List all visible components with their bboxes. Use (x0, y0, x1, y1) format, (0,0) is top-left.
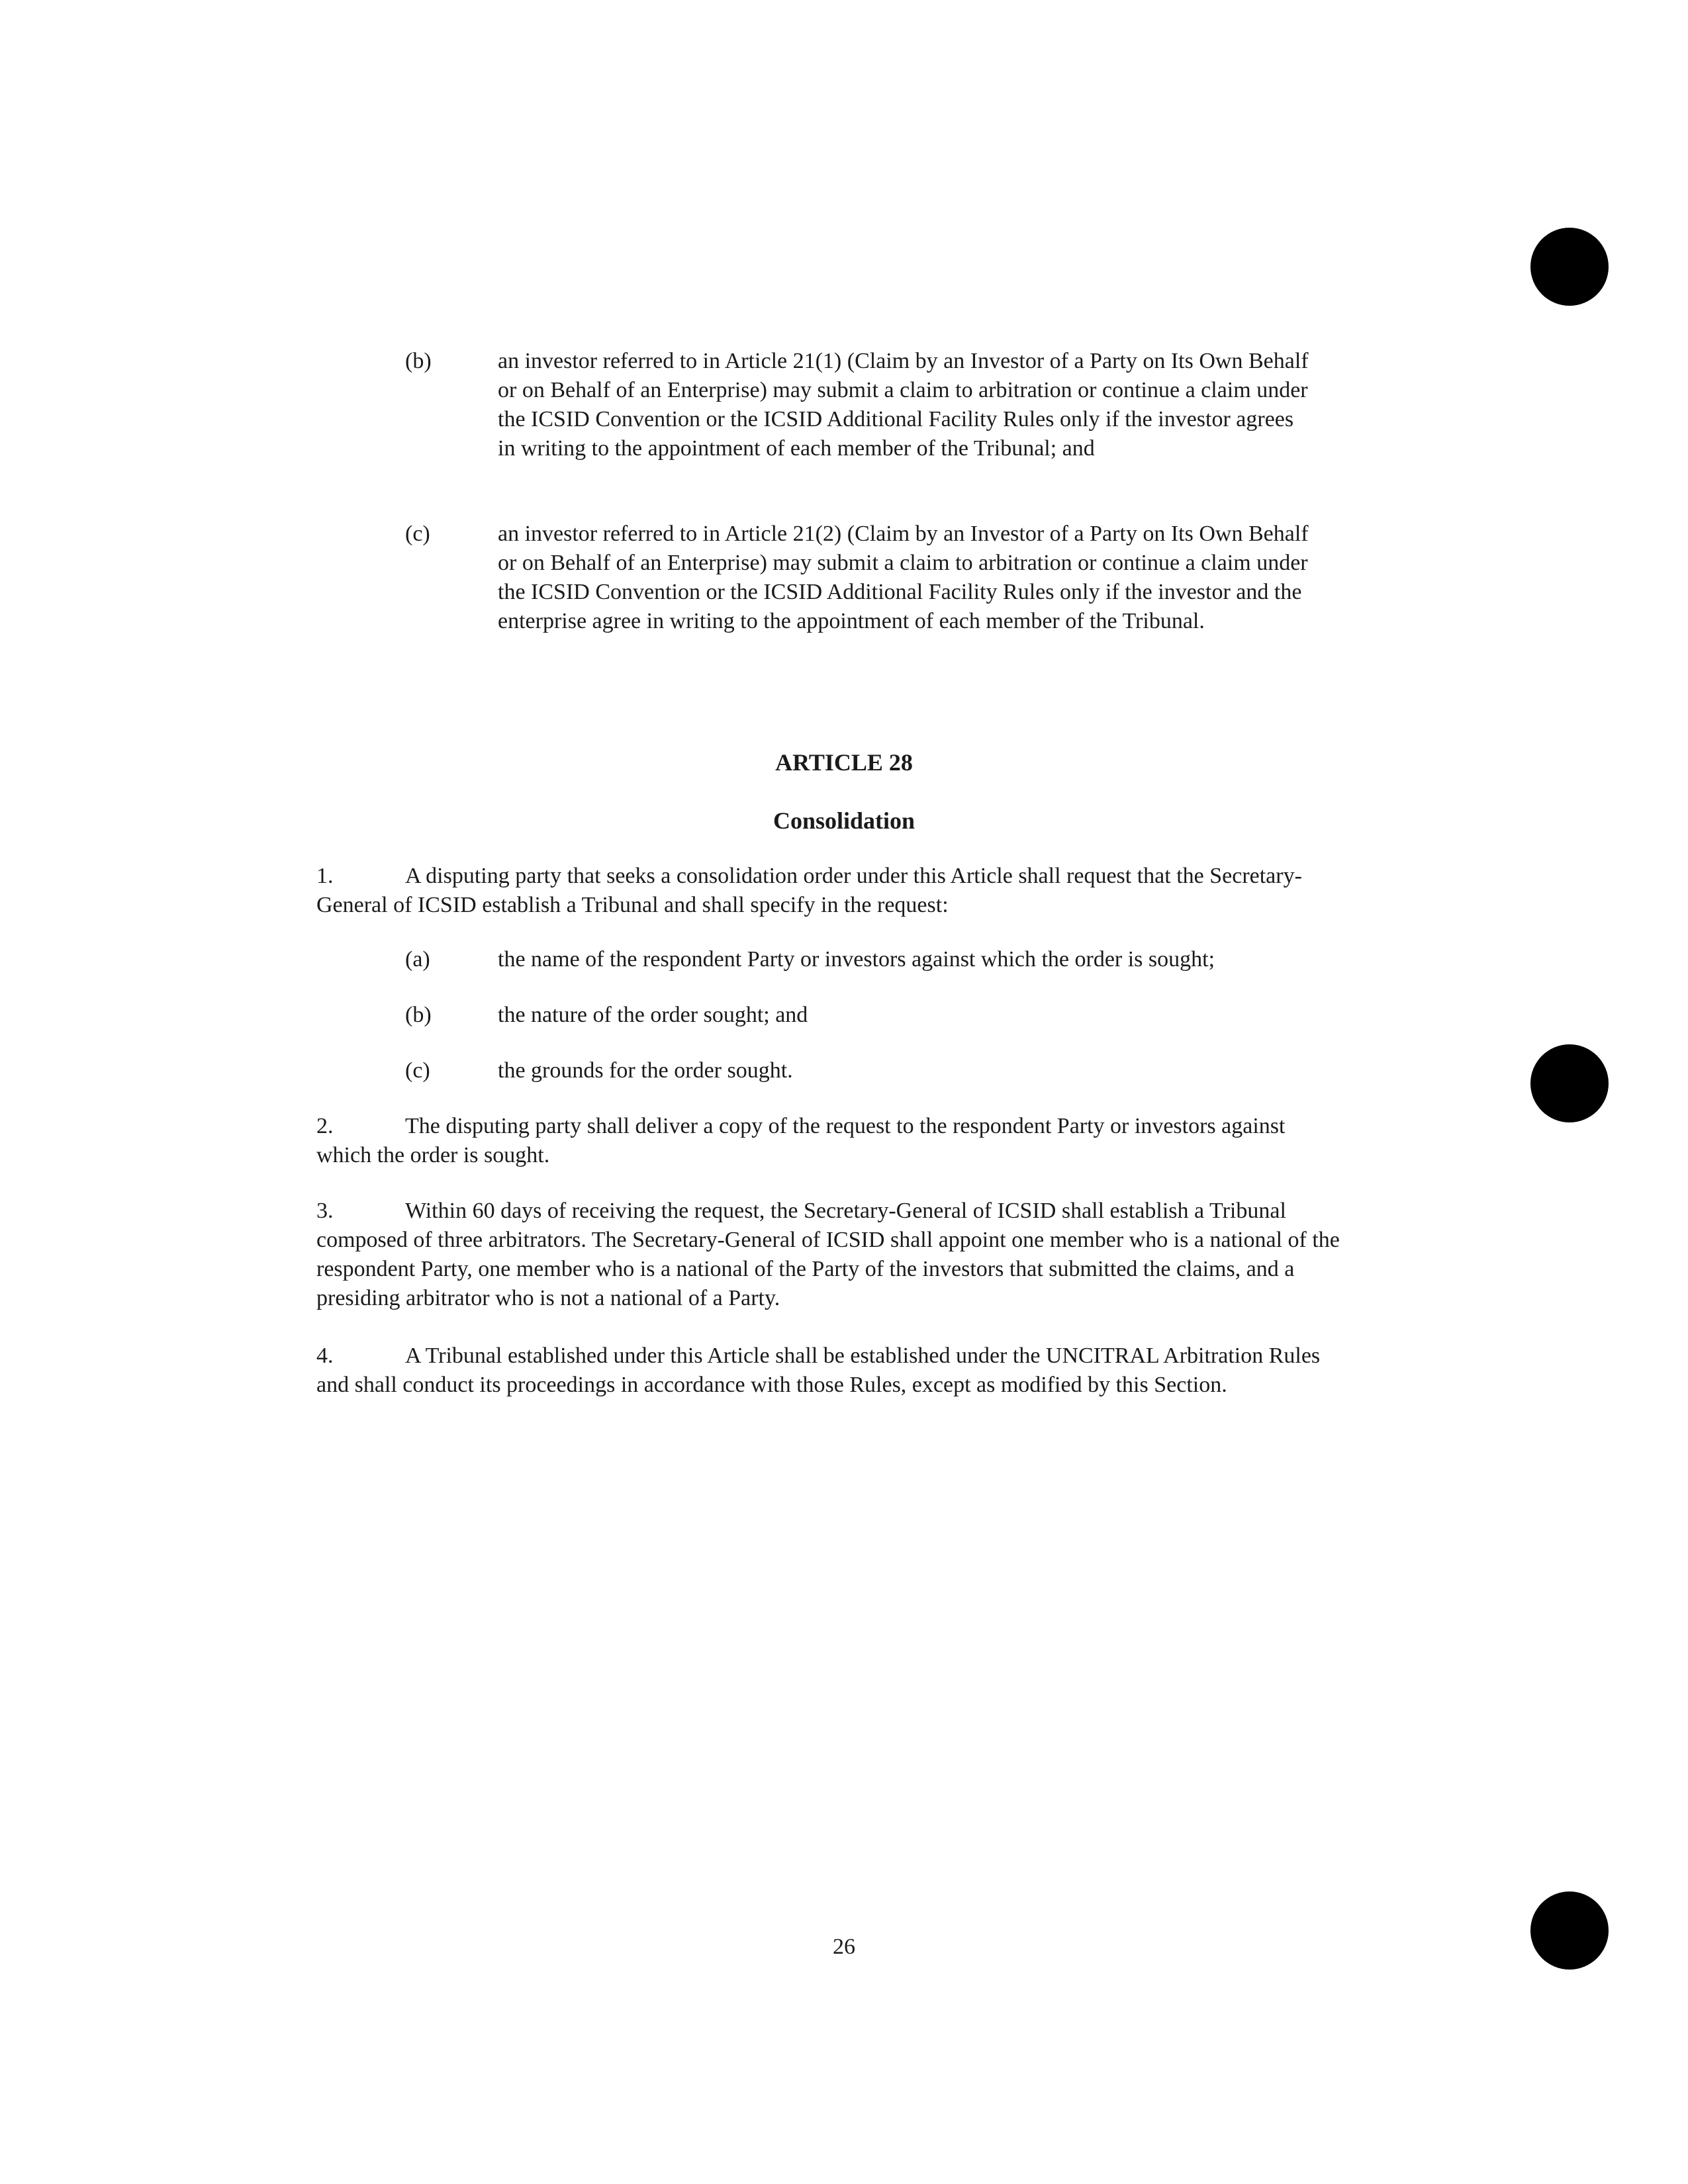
list-item (405, 347, 1332, 499)
binder-hole (1530, 228, 1609, 306)
paragraph (316, 1197, 1342, 1313)
list-item-text: the name of the respondent Party or investors against which the order is sought; (498, 947, 1215, 972)
list-item-text: an investor referred to in Article 21(2) (Claim by an Investor of a Party on Its Own Behalf or on Behalf of an Enterprise) may submit a claim to arbitration or continue a claim under the ICSID Convention or the ICSID Additional Facility Rules only if the investor and the enterprise agree in writing to the appointment of each member of the Tribunal. (498, 522, 1309, 633)
list-marker: (b) (405, 1003, 432, 1027)
list-item (405, 1001, 1398, 1034)
list-marker: (c) (405, 1058, 430, 1083)
list-marker: (a) (405, 947, 430, 972)
list-marker: (c) (405, 522, 430, 546)
paragraph (316, 862, 1342, 920)
paragraph-number: 3. (316, 1199, 334, 1223)
paragraph (316, 1342, 1342, 1400)
paragraph (316, 1112, 1342, 1170)
article-title: ARTICLE 28 (775, 749, 913, 776)
paragraph-text: A disputing party that seeks a consolidation order under this Article shall request that the Secretary-General of ICSID establish a Tribunal and shall specify in the request: (316, 864, 1302, 917)
list-item-text: an investor referred to in Article 21(1) (Claim by an Investor of a Party on Its Own Behalf or on Behalf of an Enterprise) may submit a claim to arbitration or continue a claim under the ICSID Convention or the ICSID Additional Facility Rules only if the investor agrees in writing to the appointment of each member of the Tribunal; and (498, 349, 1309, 461)
list-item (405, 945, 1398, 978)
list-item-text: the nature of the order sought; and (498, 1003, 808, 1027)
paragraph-text: The disputing party shall deliver a copy of the request to the respondent Party or investors against which the order is sought. (316, 1114, 1286, 1167)
paragraph-text: Within 60 days of receiving the request, the Secretary-General of ICSID shall establish a Tribunal composed of three arbitrators. The Secretary-General of ICSID shall appoint one member who is a national of the respondent Party, one member who is a national of the Party of the investors that submitted the claims, and a presiding arbitrator who is not a national of a Party. (316, 1199, 1340, 1310)
binder-hole (1530, 1044, 1609, 1122)
paragraph-number: 4. (316, 1343, 334, 1368)
article-subtitle: Consolidation (773, 807, 915, 834)
list-marker: (b) (405, 349, 432, 373)
paragraph-text: A Tribunal established under this Article shall be established under the UNCITRAL Arbitration Rules and shall conduct its proceedings in accordance with those Rules, except as modified by this Section. (316, 1343, 1321, 1397)
list-item (405, 520, 1332, 705)
list-item-text: the grounds for the order sought. (498, 1058, 793, 1083)
paragraph-number: 2. (316, 1114, 334, 1138)
list-item (405, 1056, 1398, 1089)
paragraph-number: 1. (316, 864, 334, 888)
page-number: 26 (833, 1934, 855, 1959)
